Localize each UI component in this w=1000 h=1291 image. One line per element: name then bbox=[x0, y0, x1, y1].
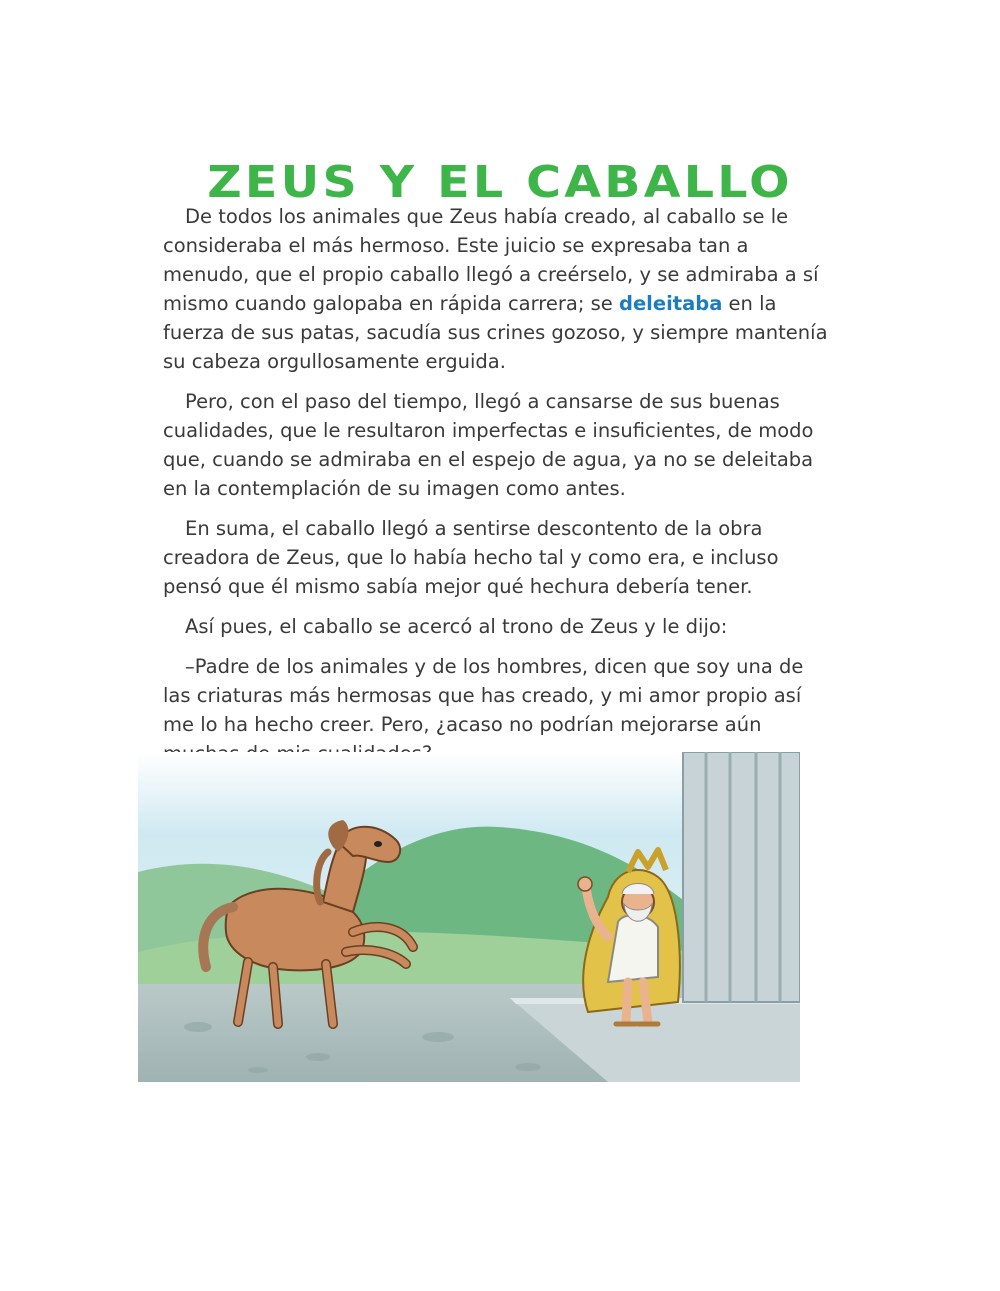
paragraph-1 bbox=[163, 202, 833, 376]
story-title: ZEUS Y EL CABALLO bbox=[207, 157, 793, 209]
paragraph-2: Pero, con el paso del tiempo, llegó a cansarse de sus buenas cualidades, que le resultaron imperfectas e insuficientes, de modo que, cuando se admiraba en el espejo de agua, ya no se deleitaba en la contemplación de su imagen como antes. bbox=[163, 390, 814, 500]
paragraph-1-end: en la fuerza de sus patas, sacudía sus crines gozoso, y siempre mantenía su cabeza orgullosamente erguida. bbox=[163, 292, 828, 373]
greek-column bbox=[683, 752, 800, 1002]
paragraph-1-start: De todos los animales que Zeus había creado, al caballo se le consideraba el más hermoso. Este juicio se expresaba tan a menudo, que el propio caballo llegó a creérselo, y se admiraba a sí mismo cuando galopaba en rápida carrera; se bbox=[163, 205, 819, 315]
paragraph-5: –Padre de los animales y de los hombres, dicen que soy una de las criaturas más hermosas que has creado, y mi amor propio así me lo ha hecho creer. Pero, ¿acaso no podrían mejorarse aún bbox=[163, 655, 804, 736]
paragraph-4: Así pues, el caballo se acercó al trono de Zeus y le dijo: bbox=[185, 615, 728, 638]
story-illustration bbox=[138, 752, 800, 1082]
vocabulary-word-deleitaba: deleitaba bbox=[618, 292, 723, 315]
story-text bbox=[163, 202, 833, 779]
paragraph-3: En suma, el caballo llegó a sentirse descontento de la obra creadora de Zeus, que lo había hecho tal y como era, e incluso pensó que él mismo sabía mejor qué hechura debería tener. bbox=[163, 517, 779, 598]
